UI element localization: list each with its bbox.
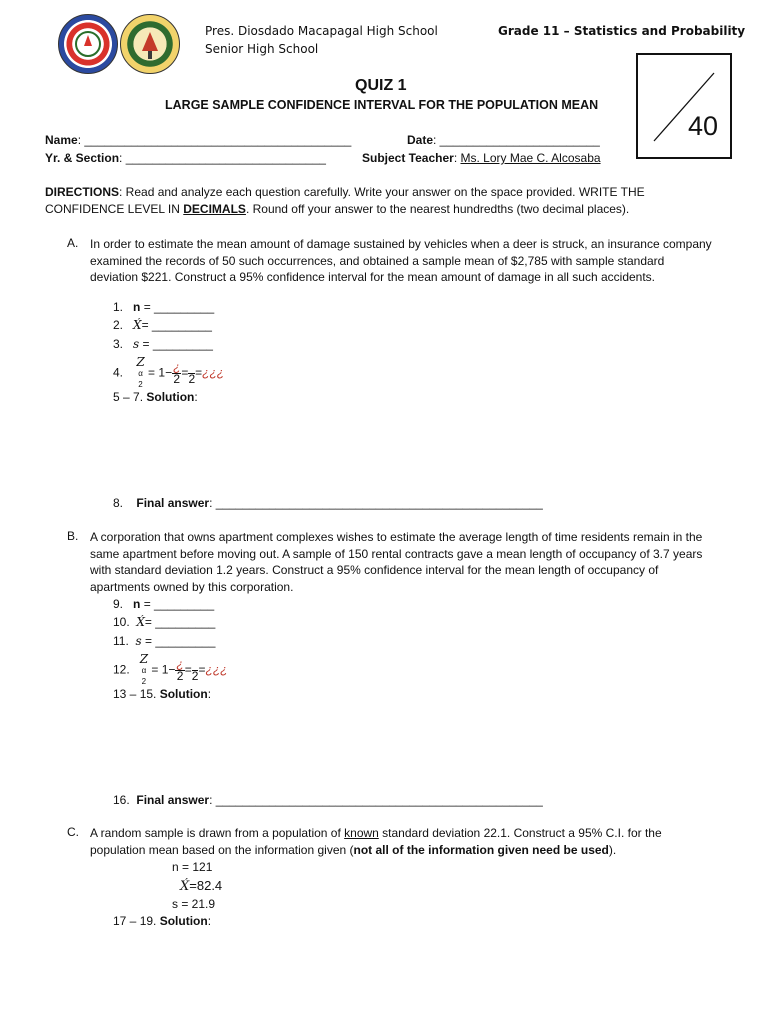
name-field[interactable] [45, 133, 351, 147]
course-title: Grade 11 – Statistics and Probability [498, 24, 746, 38]
school-logo-left [58, 14, 118, 74]
z-symbol: Z [136, 355, 145, 369]
final-answer-label: Final answer [136, 496, 210, 510]
answer-blank[interactable]: = _________ [143, 597, 215, 611]
fraction-denominator: 2 [191, 669, 199, 683]
item-number: 1. [113, 300, 124, 314]
red-glyphs: ¿¿¿ [205, 662, 228, 677]
known-emphasis: known [344, 826, 379, 840]
date-field[interactable] [407, 133, 600, 147]
red-glyph: ¿ [176, 657, 184, 671]
alpha-symbol: α [138, 369, 143, 378]
item-1 [113, 300, 214, 314]
answer-blank[interactable]: = _________ [143, 300, 215, 314]
school-name: Pres. Diosdado Macapagal High School [205, 24, 438, 38]
solution-label: Solution [159, 914, 208, 928]
date-line: : ________________________ [433, 133, 600, 147]
section-c-text-cont: standard deviation 22.1. Construct a 95% C.I. for the population mean based on the information given ( [90, 826, 662, 857]
section-c-problem [90, 825, 712, 858]
item-2 [113, 318, 212, 332]
item-12 [113, 654, 227, 687]
score-slash-icon [636, 53, 732, 159]
given-xbar-value: =82.4 [189, 878, 223, 893]
n-symbol: n [133, 300, 141, 314]
item-number: 5 – 7. [113, 390, 144, 404]
s-symbol: s [135, 634, 142, 648]
z-formula-part: = [184, 662, 192, 677]
item-number: 11. [113, 634, 129, 648]
red-glyph: ¿ [173, 360, 181, 374]
teacher-label: Subject Teacher [362, 151, 454, 165]
section-b-letter: B. [67, 529, 79, 543]
name-label: Name [45, 133, 78, 147]
teacher-field [362, 151, 601, 165]
alpha-denominator: 2 [141, 677, 147, 686]
xbar-symbol: X́ [180, 879, 190, 894]
section-label: Yr. & Section [45, 151, 120, 165]
teacher-colon: : [453, 151, 461, 165]
item-16 [113, 793, 543, 807]
score-total: 40 [688, 111, 719, 141]
item-number: 4. [113, 365, 124, 380]
item-number: 3. [113, 337, 124, 351]
section-a-letter: A. [67, 236, 79, 250]
z-symbol: Z [139, 652, 149, 666]
section-a-problem: In order to estimate the mean amount of damage sustained by vehicles when a deer is struck, an insurance company examined the records of 50 such occurrences, and obtained a sample mean of $2,785 with sample standard deviation $221. Construct a 95% confidence interval for the mean amount of damage in all such accidents. [90, 237, 712, 284]
item-9 [113, 597, 214, 611]
item-10 [113, 615, 215, 629]
answer-blank[interactable]: = _________ [144, 615, 216, 629]
section-b-problem: A corporation that owns apartment complexes wishes to estimate the average length of time residents remain in the same apartment before moving out. A sample of 150 rental contracts gave a mean length of occupancy of 3.7 years with standard deviation 1.2 years. Construct a 95% confidence interval for the mean length of occupancy of apartments owned by this corporation. [90, 530, 703, 594]
z-formula-part: = [181, 365, 189, 380]
item-number: 9. [113, 597, 124, 611]
section-c-bold-note: not all of the information given need be used [353, 842, 609, 857]
answer-blank[interactable]: = _________ [141, 318, 212, 332]
xbar-symbol: X́ [136, 615, 145, 629]
given-s: s = 21.9 [172, 897, 216, 911]
solution-label: Solution [159, 687, 208, 701]
fraction-denominator: 2 [176, 669, 184, 683]
s-symbol: s [133, 337, 140, 351]
fraction-denominator: 2 [188, 372, 196, 386]
red-glyphs: ¿¿¿ [202, 365, 225, 380]
item-13-15 [113, 687, 211, 701]
item-17-19 [113, 914, 211, 928]
directions-text-end: . Round off your answer to the nearest hundredths (two decimal places). [245, 201, 630, 216]
directions-label: DIRECTIONS [45, 185, 120, 199]
final-answer-blank[interactable]: : _________________________________________________ [209, 793, 543, 807]
section-c-text-end: ). [608, 842, 617, 857]
z-formula-part: = 1− [151, 662, 176, 677]
n-symbol: n [133, 597, 141, 611]
item-number: 17 – 19. [113, 914, 157, 928]
directions-emphasis: DECIMALS [183, 201, 246, 216]
item-number: 8. [113, 496, 124, 510]
given-xbar [180, 878, 222, 894]
teacher-name: Ms. Lory Mae C. Alcosaba [460, 151, 601, 165]
directions [45, 184, 695, 217]
z-alpha-half [140, 654, 148, 687]
z-formula-part: = [198, 662, 206, 677]
colon: : [207, 687, 212, 701]
z-alpha-half [136, 357, 144, 390]
final-answer-label: Final answer [136, 793, 210, 807]
alpha-symbol: α [141, 666, 147, 675]
school-department: Senior High School [205, 42, 319, 56]
item-8 [113, 496, 543, 510]
item-number: 16. [113, 793, 130, 807]
item-number: 2. [113, 318, 124, 332]
alpha-denominator: 2 [138, 380, 143, 389]
name-line: : ________________________________________ [77, 133, 352, 147]
colon: : [207, 914, 212, 928]
given-n: n = 121 [172, 860, 213, 874]
final-answer-blank[interactable]: : _________________________________________________ [209, 496, 543, 510]
item-5-7 [113, 390, 198, 404]
z-formula-part: = 1− [148, 365, 173, 380]
z-fraction-1 [175, 659, 184, 682]
directions-text: : Read and analyze each question carefully. Write your answer on the space provided. WRITE THE CONFIDENCE LEVEL IN [45, 185, 645, 216]
item-number: 12. [113, 662, 130, 677]
colon: : [194, 390, 198, 404]
quiz-title: QUIZ 1 [355, 77, 407, 94]
section-line: : ______________________________ [119, 151, 326, 165]
item-4 [113, 357, 224, 390]
z-formula-part: = [195, 365, 203, 380]
item-3 [113, 337, 213, 351]
score-box [636, 53, 732, 159]
item-number: 10. [113, 615, 130, 629]
section-field[interactable] [45, 151, 326, 165]
answer-blank[interactable]: = _________ [142, 337, 213, 351]
item-number: 13 – 15. [113, 687, 157, 701]
quiz-subtitle: LARGE SAMPLE CONFIDENCE INTERVAL FOR THE POPULATION MEAN [165, 98, 599, 112]
solution-label: Solution [146, 390, 195, 404]
fraction-denominator: 2 [173, 372, 181, 386]
xbar-symbol: X́ [133, 318, 142, 332]
section-c-letter: C. [67, 825, 79, 839]
section-c-text: A random sample is drawn from a population of [90, 826, 345, 840]
answer-blank[interactable]: = _________ [144, 634, 216, 648]
item-11 [113, 634, 215, 648]
date-label: Date [407, 133, 434, 147]
school-logo-right [120, 14, 180, 74]
